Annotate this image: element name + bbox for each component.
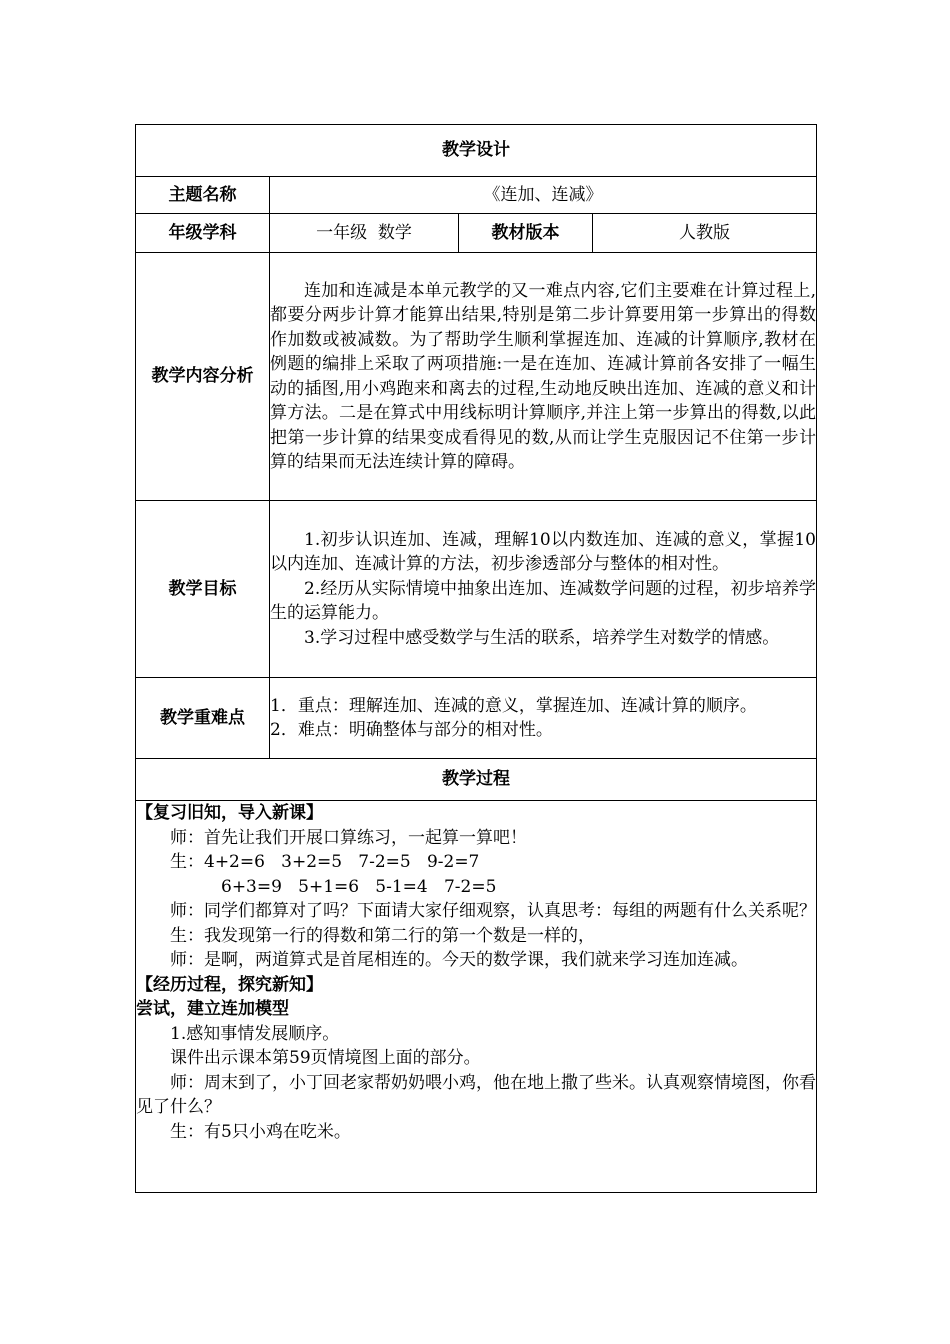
goals-cell [270,501,817,678]
grade-value: 一年级 数学 [270,214,459,253]
dialogue-line: 生：有5只小鸡在吃米。 [170,1121,351,1142]
step-line: 课件出示课本第59页情境图上面的部分。 [170,1048,481,1068]
keypoint-item: 1．重点：理解连加、连减的意义，掌握连加、连减计算的顺序。 [270,695,757,716]
goal-item: 2.经历从实际情境中抽象出连加、连减数学问题的过程，初步培养学生的运算能力。 [270,578,816,624]
edition-value: 人教版 [593,214,817,253]
goal-item: 3.学习过程中感受数学与生活的联系，培养学生对数学的情感。 [304,627,780,648]
keypoints-label: 教学重难点 [136,678,270,759]
edition-label: 教材版本 [459,214,593,253]
topic-value: 《连加、连减》 [270,177,817,214]
content-analysis-label: 教学内容分析 [136,253,270,501]
calc-line: 生：4+2=6 3+2=5 7-2=5 9-2=7 [170,852,480,872]
goals-label: 教学目标 [136,501,270,678]
section-heading: 【经历过程，探究新知】 [136,974,323,995]
content-analysis-cell [270,253,817,501]
dialogue-line: 师：同学们都算对了吗？下面请大家仔细观察，认真思考：每组的两题有什么关系呢？ [170,901,816,921]
dialogue-line: 师：周末到了，小丁回老家帮奶奶喂小鸡，他在地上撒了些米。认真观察情境图，你看见了什么？ [136,1072,816,1117]
grade-label: 年级学科 [136,214,270,253]
process-body [136,801,817,1193]
process-title: 教学过程 [136,759,817,801]
calc-line: 6+3=9 5+1=6 5-1=4 7-2=5 [221,876,497,897]
step-line: 1.感知事情发展顺序。 [170,1023,340,1044]
content-analysis-text: 连加和连减是本单元教学的又一难点内容,它们主要难在计算过程上,都要分两步计算才能算出结果,特别是第二步计算要用第一步算出的得数作加数或被减数。为了帮助学生顺利掌握连加、连减的计算顺序,教材在例题的编排上采取了两项措施:一是在连加、连减计算前各安排了一幅生动的插图,用小鸡跑来和离去的过程,生动地反映出连加、连减的意义和计算方法。二是在算式中用线标明计算顺序,并注上第一步算出的得数,以此把第一步计算的结果变成看得见的数,从而让学生克服因记不住第一步计算的结果而无法连续计算的障碍。 [270,280,816,472]
subsection-heading: 尝试，建立连加模型 [136,999,289,1019]
topic-label: 主题名称 [136,177,270,214]
doc-title: 教学设计 [136,125,817,177]
dialogue-line: 师：首先让我们开展口算练习，一起算一算吧！ [170,827,527,848]
lesson-plan-table [135,124,817,1193]
goal-item: 1.初步认识连加、连减，理解10以内数连加、连减的意义，掌握10以内连加、连减计算的方法，初步渗透部分与整体的相对性。 [270,529,816,575]
section-heading: 【复习旧知，导入新课】 [136,803,323,823]
dialogue-line: 生：我发现第一行的得数和第二行的第一个数是一样的， [170,925,595,946]
keypoints-cell [270,678,817,759]
dialogue-line: 师：是啊，两道算式是首尾相连的。今天的数学课，我们就来学习连加连减。 [170,950,748,970]
keypoint-item: 2．难点：明确整体与部分的相对性。 [270,720,553,740]
